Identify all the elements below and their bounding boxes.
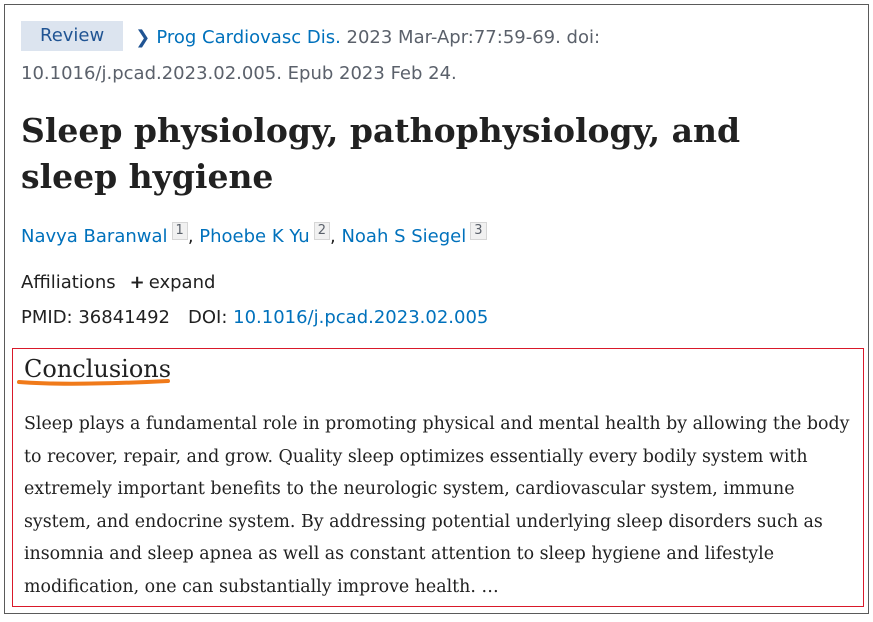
author-link[interactable]: Phoebe K Yu (199, 226, 310, 247)
author-separator: , (187, 226, 200, 247)
affiliation-number[interactable]: 3 (470, 222, 486, 240)
conclusions-heading: Conclusions (24, 355, 172, 383)
doi-link[interactable]: 10.1016/j.pcad.2023.02.005 (233, 307, 489, 328)
pmid-label: PMID: (21, 307, 73, 328)
author-link[interactable]: Noah S Siegel (341, 226, 467, 247)
journal-link[interactable]: Prog Cardiovasc Dis. (156, 27, 341, 48)
affiliations-toggle[interactable] (21, 268, 215, 298)
affiliation-number[interactable]: 1 (172, 222, 188, 240)
plus-icon: + (129, 272, 145, 293)
identifiers (21, 303, 488, 333)
publication-type-badge: Review (21, 21, 123, 51)
expand-label: expand (148, 272, 216, 293)
conclusions-text: Sleep plays a fundamental role in promoting physical and mental health by allowing the body to recover, repair, and grow. Quality sleep optimizes essentially every bodily system with extremely important benefits to the neurologic system, cardiovascular system, immune system, and endocrine system. By addressing potential underlying sleep disorders such as insomnia and sleep apnea as well as constant attention to sleep hygiene and lifestyle modification, one can substantially improve health. … (24, 414, 850, 597)
pmid-value: 36841492 (78, 307, 170, 328)
author-separator: , (329, 226, 342, 247)
underline-mark (16, 376, 172, 390)
citation-details: 2023 Mar-Apr:77:59-69. doi: 10.1016/j.pcad.2023.02.005. Epub 2023 Feb 24. (21, 27, 601, 84)
author-link[interactable]: Navya Baranwal (21, 226, 168, 247)
article-title: Sleep physiology, pathophysiology, and sleep hygiene (21, 111, 741, 196)
chevron-right-icon[interactable]: ❯ (135, 27, 151, 48)
citation-line (21, 20, 851, 92)
affiliations-label: Affiliations (21, 272, 116, 293)
doi-label: DOI: (187, 307, 228, 328)
affiliation-number[interactable]: 2 (314, 222, 330, 240)
author-list (21, 222, 487, 252)
